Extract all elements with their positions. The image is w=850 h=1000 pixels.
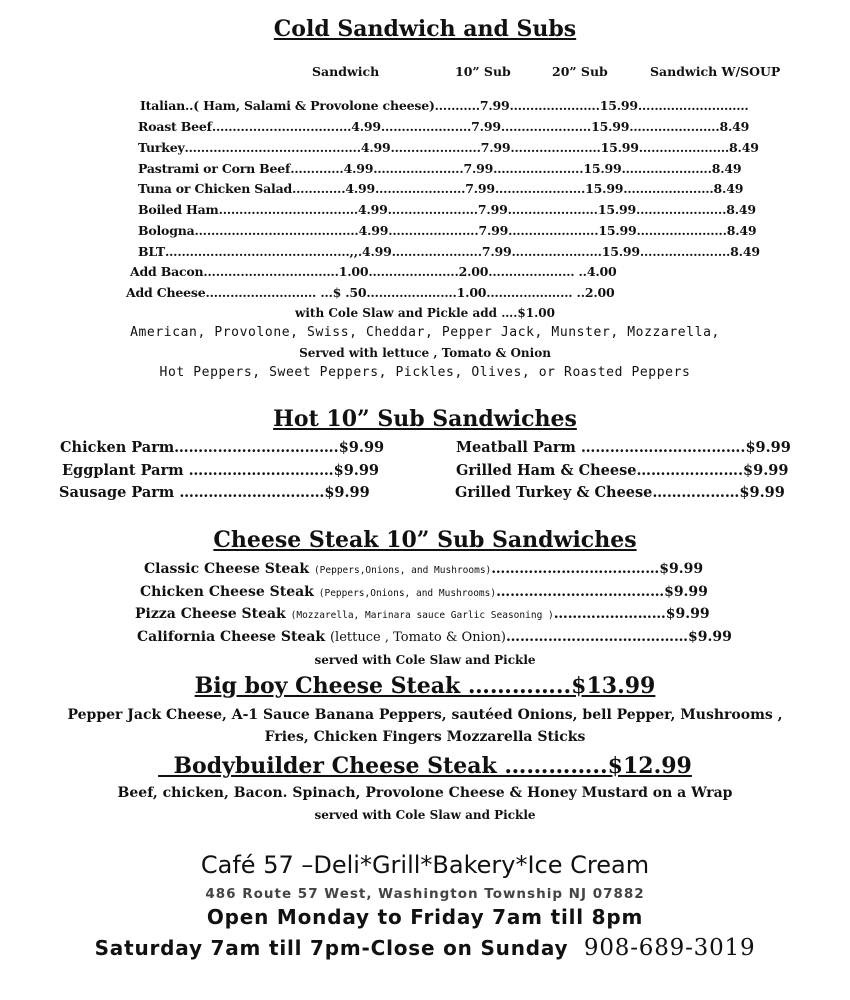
- col-header-soup: Sandwich W/SOUP: [650, 64, 781, 79]
- cafe-name: Café 57 –Deli*Grill*Bakery*Ice Cream: [200, 851, 650, 879]
- menu-row-pastrami: Pastrami or Corn Beef………….4.99………………….7.99………………….15.99………………….8.49: [138, 161, 742, 176]
- cheesesteak-item-chicken: [140, 584, 708, 600]
- cheesesteak-item-pizza: [135, 606, 710, 622]
- cheesesteak-item-classic: [144, 561, 703, 577]
- item-price: …………………………………$9.99: [506, 629, 732, 645]
- hot-item-sausage-parm: Sausage Parm …………………………$9.99: [59, 484, 370, 501]
- menu-row-italian: Italian..( Ham, Salami & Provolone cheese)………..7.99………………….15.99………………………: [140, 98, 749, 113]
- hot-item-grilled-ham: Grilled Ham & Cheese………………….$9.99: [456, 462, 789, 479]
- menu-row-boiled-ham: Boiled Ham…………………………….4.99………………….7.99………………….15.99………………….8.49: [138, 202, 756, 217]
- phone-number: 908-689-3019: [583, 935, 756, 961]
- served-with-note: Served with lettuce , Tomato & Onion: [299, 346, 551, 360]
- item-note: (Peppers,Onions, and Mushrooms): [318, 588, 497, 599]
- menu-row-blt: BLT………………………………………,,.4.99………………….7.99………………….15.99………………….8.49: [138, 244, 760, 259]
- bigboy-title: Big boy Cheese Steak …………..$13.99: [194, 673, 656, 699]
- hours-weekend-text: Saturday 7am till 7pm-Close on Sunday: [94, 936, 569, 960]
- bodybuilder-served-note: served with Cole Slaw and Pickle: [314, 808, 536, 822]
- menu-row-turkey: Turkey…………………………………….4.99………………….7.99………………….15.99………………….8.49: [138, 140, 759, 155]
- hot-item-chicken-parm: Chicken Parm…………………………….$9.99: [60, 439, 385, 456]
- hot-item-meatball-parm: Meatball Parm …………………………….$9.99: [456, 439, 791, 456]
- item-note: (Mozzarella, Marinara sauce Garlic Seasoning ): [290, 610, 554, 621]
- col-header-20-sub: 20” Sub: [552, 64, 608, 79]
- item-price: ……………………$9.99: [553, 606, 710, 622]
- item-name: Classic Cheese Steak: [144, 561, 314, 577]
- item-note: (lettuce , Tomato & Onion): [329, 630, 506, 645]
- item-price: ………………………………$9.99: [491, 561, 704, 577]
- item-note: (Peppers,Onions, and Mushrooms): [313, 565, 492, 576]
- cheesesteak-section-title: Cheese Steak 10” Sub Sandwiches: [213, 527, 637, 553]
- hours-weekday: Open Monday to Friday 7am till 8pm: [206, 905, 644, 929]
- bodybuilder-title: Bodybuilder Cheese Steak …………..$12.99: [158, 753, 692, 779]
- menu-row-roast-beef: Roast Beef…………………………….4.99………………….7.99………………….15.99………………….8.49: [138, 119, 750, 134]
- cafe-address: 486 Route 57 West, Washington Township NJ 07882: [205, 886, 645, 902]
- menu-row-bologna: Bologna………………………………….4.99………………….7.99………………….15.99………………….8.49: [138, 223, 757, 238]
- hours-weekend: [0, 935, 850, 961]
- col-header-sandwich: Sandwich: [312, 64, 380, 79]
- bigboy-desc-2: Fries, Chicken Fingers Mozzarella Sticks: [264, 729, 586, 745]
- menu-row-add-cheese: Add Cheese……………………… …$ .50………………….1.00………………… ..2.00: [126, 285, 615, 300]
- hot-item-grilled-turkey: Grilled Turkey & Cheese………………$9.99: [455, 484, 785, 501]
- menu-row-tuna: Tuna or Chicken Salad………….4.99………………….7.99………………….15.99………………….8.49: [138, 181, 744, 196]
- hot-section-title: Hot 10” Sub Sandwiches: [273, 406, 577, 432]
- pepper-options: Hot Peppers, Sweet Peppers, Pickles, Olives, or Roasted Peppers: [159, 365, 691, 380]
- menu-row-add-bacon: Add Bacon……………………………1.00………………….2.00………………… ..4.00: [130, 264, 617, 279]
- item-name: Chicken Cheese Steak: [140, 584, 319, 600]
- cheese-options: American, Provolone, Swiss, Cheddar, Pepper Jack, Munster, Mozzarella,: [130, 325, 720, 340]
- item-name: Pizza Cheese Steak: [135, 606, 291, 622]
- bigboy-desc-1: Pepper Jack Cheese, A-1 Sauce Banana Peppers, sautéed Onions, bell Pepper, Mushrooms ,: [67, 707, 783, 723]
- cheesesteak-item-california: [137, 629, 732, 645]
- item-name: California Cheese Steak: [137, 629, 330, 645]
- coleslaw-note: with Cole Slaw and Pickle add ….$1.00: [295, 306, 555, 320]
- bodybuilder-desc: Beef, chicken, Bacon. Spinach, Provolone Cheese & Honey Mustard on a Wrap: [117, 785, 733, 801]
- cheesesteak-served-note: served with Cole Slaw and Pickle: [314, 653, 536, 667]
- cold-section-title: Cold Sandwich and Subs: [273, 16, 577, 42]
- hot-item-eggplant-parm: Eggplant Parm …………………………$9.99: [62, 462, 380, 479]
- item-price: ………………………………$9.99: [496, 584, 708, 600]
- col-header-10-sub: 10” Sub: [455, 64, 511, 79]
